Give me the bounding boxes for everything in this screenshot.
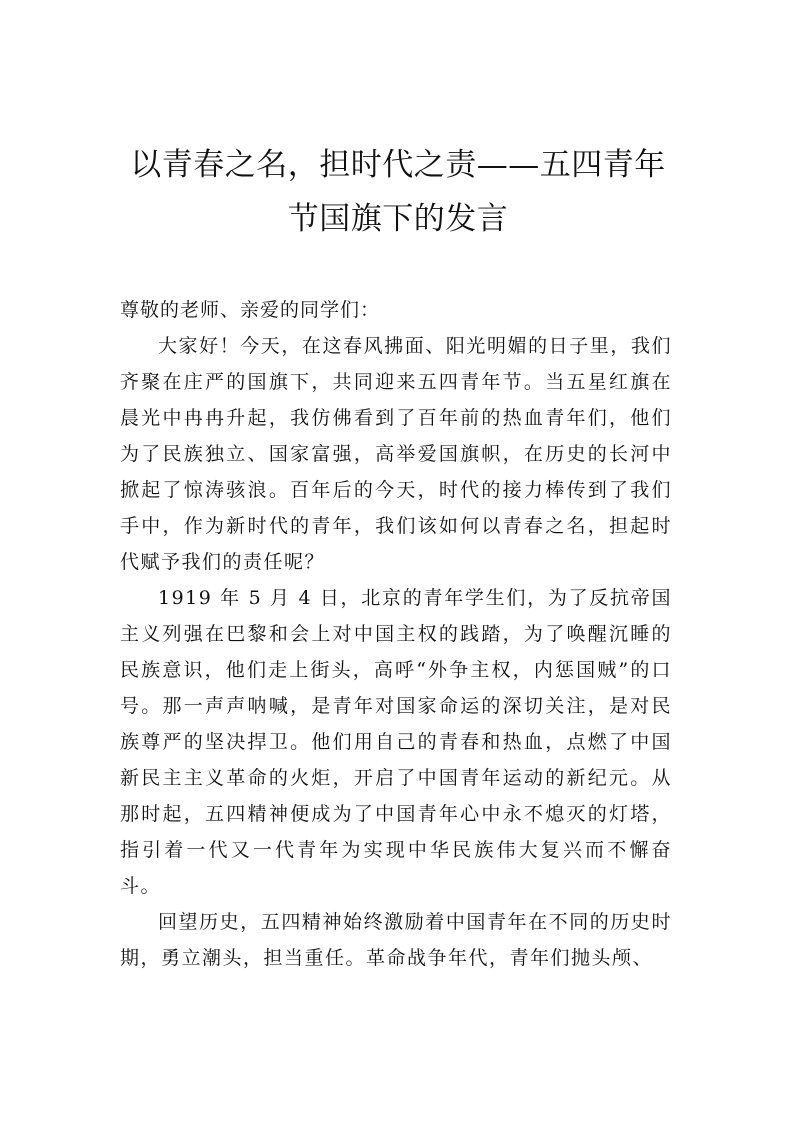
paragraph-1: 大家好！今天，在这春风拂面、阳光明媚的日子里，我们齐聚在庄严的国旗下，共同迎来五四青年节。当五星红旗在晨光中冉冉升起，我仿佛看到了百年前的热血青年们，他们为了民族独立、国家富强，高举爱国旗帜，在历史的长河中掀起了惊涛骇浪。百年后的今天，时代的接力棒传到了我们手中，作为新时代的青年，我们该如何以青春之名，担起时代赋予我们的责任呢？ [120, 335, 672, 573]
paragraph-2: 1919 年 5 月 4 日，北京的青年学生们，为了反抗帝国主义列强在巴黎和会上对中国主权的践踏，为了唤醒沉睡的民族意识，他们走上街头，高呼“外争主权，内惩国贼”的口号。那一声声呐喊，是青年对国家命运的深切关注，是对民族尊严的坚决捍卫。他们用自己的青春和热血，点燃了中国新民主主义革命的火炬，开启了中国青年运动的新纪元。从那时起，五四精神便成为了中国青年心中永不熄灭的灯塔，指引着一代又一代青年为实现中华民族伟大复兴而不懈奋斗。 [120, 587, 672, 897]
document-title: 以青春之名，担时代之责——五四青年节国旗下的发言 [130, 147, 666, 237]
salutation: 尊敬的老师、亲爱的同学们： [120, 299, 381, 321]
document-body [120, 292, 672, 976]
paragraph-3: 回望历史，五四精神始终激励着中国青年在不同的历史时期，勇立潮头，担当重任。革命战争年代，青年们抛头颅、 [120, 911, 672, 969]
